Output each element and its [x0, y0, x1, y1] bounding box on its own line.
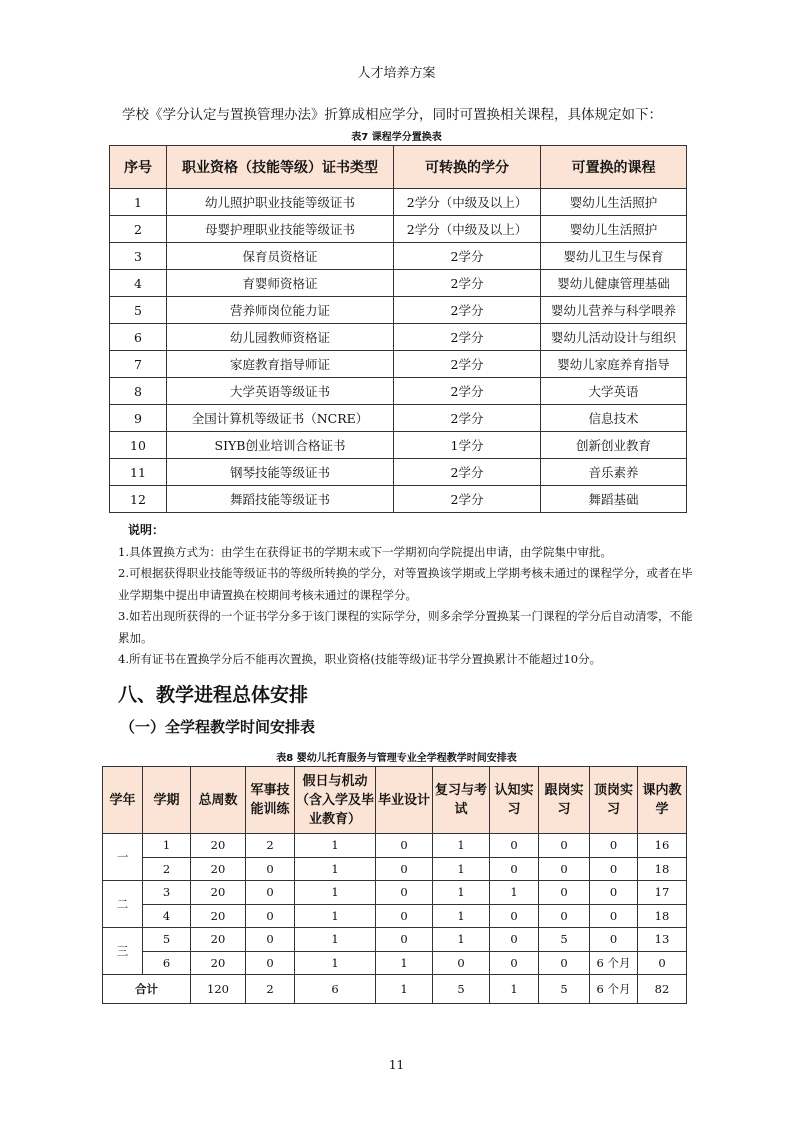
- table-cell: 6: [143, 951, 191, 975]
- table-cell: 0: [433, 951, 490, 975]
- table-row: [103, 834, 687, 858]
- table-cell: 2学分（中级及以上）: [394, 216, 541, 243]
- table-header-row: [103, 767, 687, 834]
- table-cell: 7: [110, 351, 167, 378]
- table-cell: 11: [110, 459, 167, 486]
- table-cell: 2学分: [394, 351, 541, 378]
- table-cell: 1: [433, 928, 490, 952]
- table-cell: 婴幼儿健康管理基础: [541, 270, 687, 297]
- table-cell: 6: [110, 324, 167, 351]
- table-cell: 保育员资格证: [167, 243, 394, 270]
- table-cell: 家庭教育指导师证: [167, 351, 394, 378]
- table-cell: 6 个月: [590, 951, 638, 975]
- table-cell: 1: [295, 904, 376, 928]
- year-cell: 一: [103, 834, 143, 881]
- table-cell: 2: [246, 834, 295, 858]
- header-cognitive-internship: 认知实习: [490, 767, 539, 834]
- table-cell: 0: [376, 904, 433, 928]
- table-cell: 0: [490, 857, 539, 881]
- table-cell: 2学分: [394, 243, 541, 270]
- table-cell: 1: [295, 951, 376, 975]
- table-cell: 20: [191, 904, 246, 928]
- header-total-weeks: 总周数: [191, 767, 246, 834]
- table-cell: 1: [490, 881, 539, 905]
- header-graduation-design: 毕业设计: [376, 767, 433, 834]
- table-cell: 舞蹈技能等级证书: [167, 486, 394, 513]
- table-cell: 2学分: [394, 324, 541, 351]
- note-item: 2.可根据获得职业技能等级证书的等级所转换的学分，对等置换该学期或上学期考核未通过的课程学分，或者在毕业学期集中提出申请置换在校期间考核未通过的课程学分。: [118, 566, 693, 602]
- table-cell: 5: [539, 928, 590, 952]
- table-cell: 18: [638, 857, 687, 881]
- table-row: [110, 378, 687, 405]
- notes-lead: 说明：: [128, 523, 165, 537]
- header-holiday: 假日与机动（含入学及毕业教育）: [295, 767, 376, 834]
- table-row: [110, 297, 687, 324]
- header-credits: 可转换的学分: [394, 146, 541, 189]
- table-cell: 1: [110, 189, 167, 216]
- note-item: 4.所有证书在置换学分后不能再次置换，职业资格(技能等级)证书学分置换累计不能超过10分。: [118, 652, 602, 666]
- table-cell: 4: [143, 904, 191, 928]
- table-cell: 2学分: [394, 270, 541, 297]
- table-row: [103, 951, 687, 975]
- intro-paragraph: 学校《学分认定与置换管理办法》折算成相应学分，同时可置换相关课程，具体规定如下：: [122, 107, 662, 123]
- table-cell: 0: [490, 834, 539, 858]
- header-course: 可置换的课程: [541, 146, 687, 189]
- header-review-exam: 复习与考试: [433, 767, 490, 834]
- table-row: [103, 928, 687, 952]
- total-row: [103, 975, 687, 1004]
- page-header: 人才培养方案: [357, 66, 436, 81]
- table-cell: 0: [638, 951, 687, 975]
- table-cell: 5: [143, 928, 191, 952]
- total-cell: 2: [246, 975, 295, 1004]
- table-cell: 婴幼儿生活照护: [541, 189, 687, 216]
- table-cell: 0: [246, 881, 295, 905]
- table-row: [110, 324, 687, 351]
- total-label: 合计: [103, 975, 191, 1004]
- table-cell: 1: [376, 951, 433, 975]
- table-cell: 幼儿园教师资格证: [167, 324, 394, 351]
- table-row: [103, 857, 687, 881]
- table-cell: 幼儿照护职业技能等级证书: [167, 189, 394, 216]
- notes: [118, 520, 698, 671]
- table-cell: 8: [110, 378, 167, 405]
- table-cell: 0: [539, 881, 590, 905]
- year-cell: 三: [103, 928, 143, 975]
- table-cell: 1: [295, 857, 376, 881]
- table-row: [110, 216, 687, 243]
- header-certificate-type: 职业资格（技能等级）证书类型: [167, 146, 394, 189]
- table-cell: 婴幼儿活动设计与组织: [541, 324, 687, 351]
- credit-exchange-table: [109, 145, 687, 513]
- table-cell: 0: [590, 904, 638, 928]
- table7-caption: 表7 课程学分置换表: [351, 132, 442, 143]
- table-row: [110, 459, 687, 486]
- total-cell: 6 个月: [590, 975, 638, 1004]
- table-cell: 婴幼儿营养与科学喂养: [541, 297, 687, 324]
- table-cell: 0: [246, 928, 295, 952]
- section-title: 八、教学进程总体安排: [118, 684, 309, 706]
- table-cell: 18: [638, 904, 687, 928]
- table-cell: 2学分: [394, 297, 541, 324]
- table-cell: 3: [110, 243, 167, 270]
- schedule-table: [102, 766, 687, 1004]
- table-cell: 0: [590, 881, 638, 905]
- table-cell: 0: [539, 834, 590, 858]
- table-cell: 0: [246, 904, 295, 928]
- table-cell: 20: [191, 928, 246, 952]
- table-cell: 0: [246, 951, 295, 975]
- table-cell: 婴幼儿生活照护: [541, 216, 687, 243]
- table-cell: 1: [295, 881, 376, 905]
- table-row: [110, 270, 687, 297]
- table-cell: 0: [490, 928, 539, 952]
- note-item: 3.如若出现所获得的一个证书学分多于该门课程的实际学分，则多余学分置换某一门课程的学分后自动清零，不能累加。: [118, 609, 693, 645]
- table-cell: 大学英语等级证书: [167, 378, 394, 405]
- table-row: [110, 405, 687, 432]
- table8-caption: 表8 婴幼儿托育服务与管理专业全学程教学时间安排表: [276, 753, 517, 764]
- total-cell: 82: [638, 975, 687, 1004]
- header-semester: 学期: [143, 767, 191, 834]
- subsection-title: （一）全学程教学时间安排表: [120, 718, 316, 736]
- table-cell: 创新创业教育: [541, 432, 687, 459]
- table-row: [110, 351, 687, 378]
- table-cell: 10: [110, 432, 167, 459]
- table-cell: 大学英语: [541, 378, 687, 405]
- table-cell: 5: [110, 297, 167, 324]
- table-cell: 0: [590, 834, 638, 858]
- header-military-training: 军事技能训练: [246, 767, 295, 834]
- table-row: [103, 881, 687, 905]
- table-cell: 1: [433, 881, 490, 905]
- table-cell: 全国计算机等级证书（NCRE）: [167, 405, 394, 432]
- table-cell: 1: [433, 857, 490, 881]
- table-cell: 20: [191, 881, 246, 905]
- table-row: [110, 243, 687, 270]
- table-cell: 0: [539, 857, 590, 881]
- table-cell: 母婴护理职业技能等级证书: [167, 216, 394, 243]
- total-cell: 6: [295, 975, 376, 1004]
- table-cell: 钢琴技能等级证书: [167, 459, 394, 486]
- table-cell: 0: [376, 834, 433, 858]
- table-cell: 婴幼儿卫生与保育: [541, 243, 687, 270]
- table-row: [110, 432, 687, 459]
- table-cell: 20: [191, 951, 246, 975]
- table-cell: 育婴师资格证: [167, 270, 394, 297]
- table-cell: 2学分: [394, 486, 541, 513]
- table-cell: 1学分: [394, 432, 541, 459]
- table-cell: 0: [490, 951, 539, 975]
- table-header-row: [110, 146, 687, 189]
- table-cell: 9: [110, 405, 167, 432]
- table-cell: SIYB创业培训合格证书: [167, 432, 394, 459]
- table-cell: 0: [539, 951, 590, 975]
- table-cell: 1: [143, 834, 191, 858]
- total-cell: 5: [539, 975, 590, 1004]
- table-row: [103, 904, 687, 928]
- table-cell: 营养师岗位能力证: [167, 297, 394, 324]
- table-row: [110, 189, 687, 216]
- table-cell: 1: [433, 904, 490, 928]
- table-cell: 16: [638, 834, 687, 858]
- total-cell: 1: [490, 975, 539, 1004]
- table-cell: 1: [295, 928, 376, 952]
- table-cell: 20: [191, 834, 246, 858]
- table-cell: 17: [638, 881, 687, 905]
- table-cell: 0: [490, 904, 539, 928]
- table-cell: 0: [590, 857, 638, 881]
- total-cell: 120: [191, 975, 246, 1004]
- table-cell: 1: [433, 834, 490, 858]
- header-class-teaching: 课内教学: [638, 767, 687, 834]
- table-cell: 0: [590, 928, 638, 952]
- page-number: 11: [388, 1058, 405, 1072]
- table-row: [110, 486, 687, 513]
- table-cell: 0: [376, 881, 433, 905]
- table-cell: 3: [143, 881, 191, 905]
- note-item: 1.具体置换方式为：由学生在获得证书的学期末或下一学期初向学院提出申请，由学院集中审批。: [118, 544, 612, 559]
- table-cell: 2学分: [394, 378, 541, 405]
- table-cell: 音乐素养: [541, 459, 687, 486]
- table-cell: 2: [110, 216, 167, 243]
- table-cell: 2学分: [394, 459, 541, 486]
- table-cell: 0: [539, 904, 590, 928]
- header-post-internship: 顶岗实习: [590, 767, 638, 834]
- table-cell: 0: [246, 857, 295, 881]
- table-cell: 12: [110, 486, 167, 513]
- table-cell: 舞蹈基础: [541, 486, 687, 513]
- table-cell: 信息技术: [541, 405, 687, 432]
- table-cell: 0: [376, 857, 433, 881]
- table-cell: 婴幼儿家庭养育指导: [541, 351, 687, 378]
- header-year: 学年: [103, 767, 143, 834]
- header-index: 序号: [110, 146, 167, 189]
- table-cell: 0: [376, 928, 433, 952]
- table-cell: 2: [143, 857, 191, 881]
- year-cell: 二: [103, 881, 143, 928]
- table-cell: 4: [110, 270, 167, 297]
- table-cell: 13: [638, 928, 687, 952]
- total-cell: 5: [433, 975, 490, 1004]
- header-shadow-internship: 跟岗实习: [539, 767, 590, 834]
- table-cell: 1: [295, 834, 376, 858]
- table-cell: 2学分（中级及以上）: [394, 189, 541, 216]
- table-cell: 2学分: [394, 405, 541, 432]
- table-cell: 20: [191, 857, 246, 881]
- total-cell: 1: [376, 975, 433, 1004]
